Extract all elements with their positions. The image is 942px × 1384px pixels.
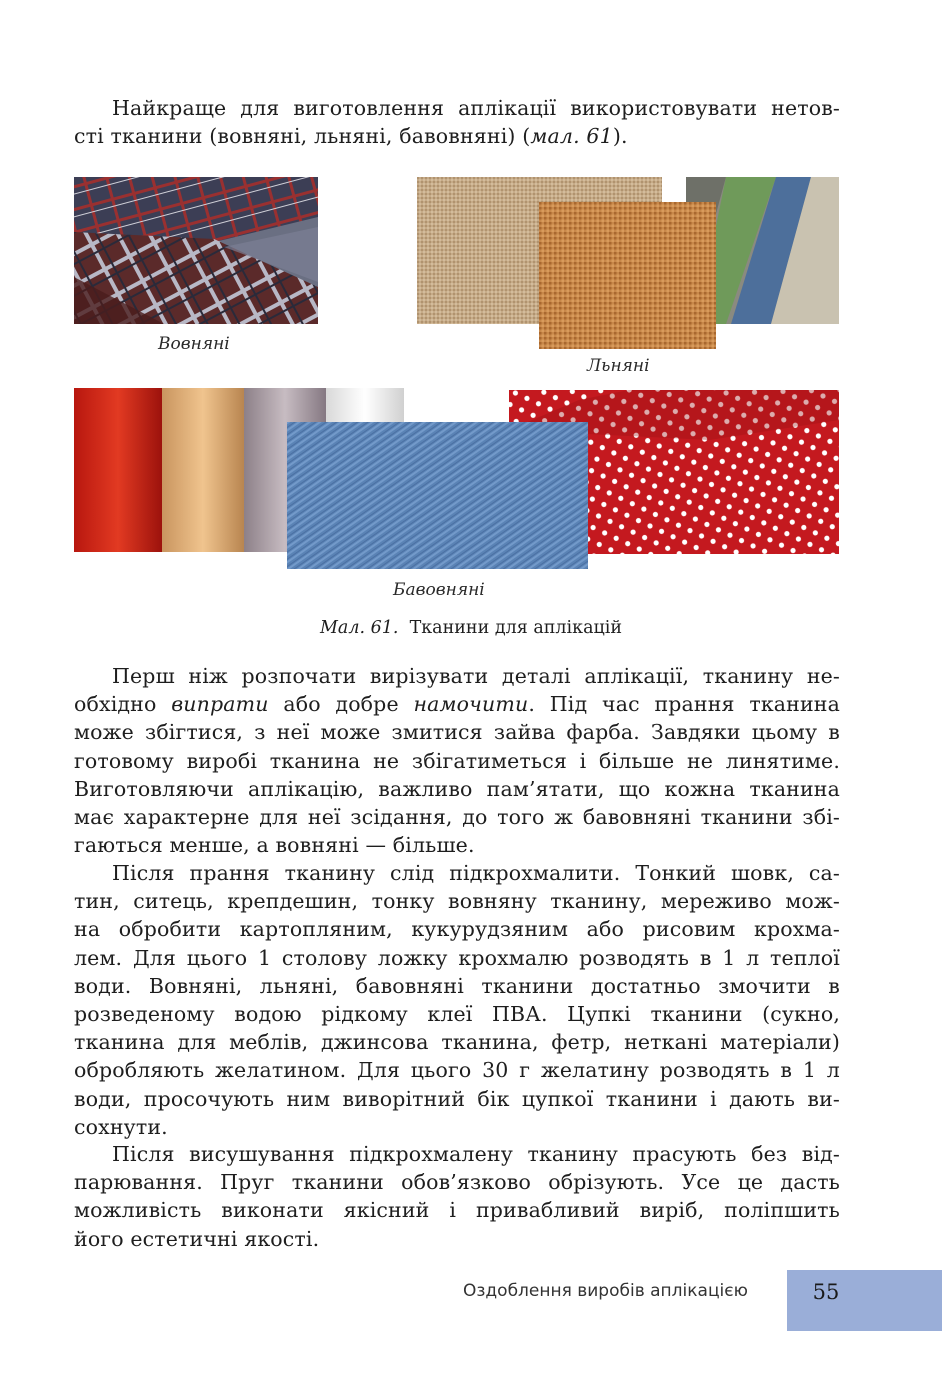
p2-line-9: води, просочують ним виворітний бік цупкої тканини і дають ви-	[74, 1086, 840, 1111]
figure-reference: мал. 61	[530, 124, 613, 149]
section-title: Оздоблення виробів аплікацією	[463, 1281, 748, 1301]
linen-label: Льняні	[587, 356, 650, 376]
p2-line-7: тканина для меблів, джинсова тканина, фетр, неткані матеріали)	[74, 1030, 840, 1055]
intro-line-1: Найкраще для виготовлення аплікації використовувати нетов-	[112, 96, 840, 120]
p1-line-3: може збігтися, з неї може змитися зайва фарба. Завдяки цьому в	[74, 720, 840, 745]
p2-line-8: обробляють желатином. Для цього 30 г желатину розводять в 1 л	[74, 1058, 840, 1083]
p2-line-6: розведеному водою рідкому клеї ПВА. Цупкі тканини (сукно,	[74, 1001, 840, 1026]
cotton-label: Бавовняні	[393, 580, 485, 600]
term-wash: випрати	[171, 692, 269, 717]
page-number: 55	[812, 1280, 840, 1304]
paragraph-starching	[74, 859, 840, 1141]
figure-number: Мал. 61.	[319, 618, 399, 638]
p1-line-7: гаються менше, а вовняні — більше.	[74, 833, 475, 858]
figure-title: Тканини для аплікацій	[409, 618, 623, 638]
figure-caption	[0, 618, 942, 638]
p2-line-10: сохнути.	[74, 1114, 168, 1139]
paragraph-ironing	[74, 1140, 840, 1253]
p1-line-6: має характерне для неї зсідання, до того ж бавовняні тканини збі-	[74, 804, 840, 829]
p2-line-4: лем. Для цього 1 столову ложку крохмалю розводять в 1 л теплої	[74, 945, 840, 970]
p3-line-2: парювання. Пруг тканини обов’язково обрізують. Усе це дасть	[74, 1170, 840, 1195]
wool-fabric-photo	[74, 177, 318, 324]
intro-paragraph	[74, 94, 840, 150]
linen-burlap-photo	[539, 202, 716, 349]
paragraph-washing	[74, 662, 840, 859]
p2-line-2: тин, ситець, крепдешин, тонку вовняну тканину, мереживо мож-	[74, 889, 840, 914]
p3-line-4: його естетичні якості.	[74, 1226, 320, 1251]
p1-line-1: Перш ніж розпочати вирізувати деталі аплікації, тканину не-	[112, 664, 840, 688]
p1-line-5: Виготовляючи аплікацію, важливо пам’ятати, що кожна тканина	[74, 776, 840, 801]
wool-label: Вовняні	[158, 334, 230, 354]
p3-line-1: Після висушування підкрохмалену тканину прасують без від-	[112, 1142, 840, 1166]
p1-line-4: готовому виробі тканина не збігатиметься і більше не линятиме.	[74, 748, 840, 773]
page-number-box	[787, 1270, 942, 1331]
p2-line-3: на обробити картопляним, кукурудзяним або рисовим крохма-	[74, 917, 840, 942]
p2-line-5: води. Вовняні, льняні, бавовняні тканини достатньо змочити в	[74, 973, 840, 998]
p1-line-2: обхідно випрати або добре намочити. Під час прання тканина	[74, 692, 840, 717]
p2-line-1: Після прання тканину слід підкрохмалити. Тонкий шовк, са-	[112, 861, 840, 885]
p3-line-3: можливість виконати якісний і привабливий виріб, поліпшить	[74, 1198, 840, 1223]
cotton-denim-photo	[287, 422, 588, 569]
intro-line-2: сті тканини (вовняні, льняні, бавовняні) (мал. 61).	[74, 124, 628, 149]
term-soak: намочити	[413, 692, 529, 717]
